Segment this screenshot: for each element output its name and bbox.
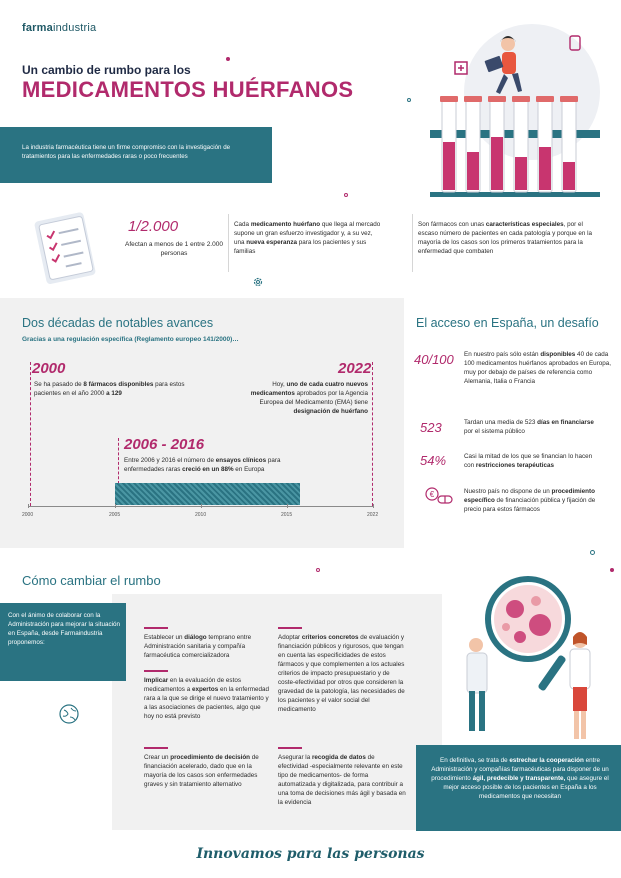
change-intro-text: Con el ánimo de colaborar con la Administración para mejorar la situación en España, desde Farmaindustria proponemos: (8, 612, 120, 646)
tick-label: 2015 (281, 512, 293, 518)
orphan-drug-text: Cada medicamento huérfano que llega al mercado supone un gran esfuerzo investigador y, a su vez, una nueva esperanza para los pacientes y sus familias (234, 221, 381, 255)
decor-dot (610, 568, 614, 572)
page-subtitle: Un cambio de rumbo para los (22, 63, 191, 77)
clinical-trials-bar (115, 483, 300, 505)
access-text-2: Tardan una media de 523 días en financiarse por el sistema público (464, 419, 594, 435)
stat-big-number: 1/2.000 (128, 218, 179, 235)
plus-icon (455, 62, 467, 74)
bullet-mark (144, 747, 168, 749)
access-num-3: 54% (420, 453, 447, 468)
proposal-5: Asegurar la recogida de datos de efectividad -especialmente relevante en este tipo de medicamentos- de forma automatizada y digitalizada, para contribuir a una toma de decisiones más ágil y basada en la evidencia (278, 754, 406, 806)
timeline-title: Dos décadas de notables avances (22, 316, 214, 330)
access-title: El acceso en España, un desafío (416, 316, 599, 330)
tick-label: 2000 (22, 512, 34, 518)
intro-text: La industria farmacéutica tiene un firme compromiso con la investigación de tratamientos para las enfermedades raras o poco frecuentes (22, 144, 231, 160)
tick (28, 504, 29, 508)
timeline-marker (372, 362, 373, 506)
conclusion-text: En definitiva, se trata de estrechar la cooperación entre Administración y compañías farmacéuticas para disponer de un procedimiento ágil, predecible y transparente, que asegure el mejor acceso posible de los pacientes en España a los medicamentos que necesitan (431, 757, 609, 800)
proposal-3: Crear un procedimiento de decisión de financiación acelerado, dado que en la mayoría de los casos son enfermedades graves y sin tratamiento alternativo (144, 754, 259, 788)
tick (287, 504, 288, 508)
scientists-illustration (440, 575, 616, 753)
bullet-mark (278, 627, 302, 629)
event-2000-text: Se ha pasado de 8 fármacos disponibles para estos pacientes en el año 2000 a 129 (34, 381, 185, 397)
decor-dot (590, 550, 595, 555)
proposal-4: Adoptar criterios concretos de evaluación y financiación públicos y rigurosos, que tengan en cuenta las especificidades de estos fármacos y que complementen a los actuales criterios de impacto presupuestario y de coste-efectividad por otros que consideren la gravedad de la patología, las necesidades de los pacientes y el valor social del medicamento (278, 634, 405, 713)
bullet-mark (144, 670, 168, 672)
change-title: Cómo cambiar el rumbo (22, 573, 161, 588)
access-text-3: Casi la mitad de los que se financian lo hacen con restricciones terapéuticas (464, 453, 593, 469)
tick (115, 504, 116, 508)
svg-text:€: € (429, 490, 435, 499)
decor-dot (344, 193, 348, 197)
year-2006-2016: 2006 - 2016 (124, 436, 205, 453)
divider (228, 214, 229, 272)
event-2022-text: Hoy, uno de cada cuatro nuevos medicamentos aprobados por la Agencia Europea del Medicamento (EMA) tiene designación de huérfano (250, 381, 368, 415)
decor-dot (316, 568, 320, 572)
event-2006-text: Entre 2006 y 2016 el número de ensayos clínicos para enfermedades raras creció en un 88% en Europa (124, 457, 281, 473)
proposal-1: Establecer un diálogo temprano entre Administración sanitaria y compañía farmacéutica comercializadora (144, 634, 252, 659)
access-num-1: 40/100 (414, 352, 454, 367)
decor-dot (407, 98, 411, 102)
gear-icon (252, 276, 264, 288)
timeline-marker (118, 438, 119, 484)
tick-label: 2005 (109, 512, 121, 518)
year-2000: 2000 (32, 360, 66, 377)
year-2022: 2022 (338, 360, 372, 377)
tick-label: 2010 (195, 512, 207, 518)
access-text-1: En nuestro país sólo están disponibles 40 de cada 100 medicamentos huérfanos aprobados en Europa, muy por debajo de países de referencia como Alemania, Italia o Francia (464, 351, 612, 385)
conclusion-box (416, 745, 621, 831)
tick (373, 504, 374, 508)
tick-label: 2022 (367, 512, 379, 518)
access-num-2: 523 (420, 420, 442, 435)
slogan: Innovamos para las personas (196, 846, 425, 862)
globe-icon (58, 703, 80, 725)
logo: farmaindustria (22, 22, 97, 34)
timeline-subtitle: Gracias a una regulación específica (Reglamento europeo 141/2000)… (22, 336, 239, 343)
clipboard-icon (26, 210, 106, 284)
bullet-mark (278, 747, 302, 749)
tick (201, 504, 202, 508)
lab-illustration (420, 22, 610, 197)
stat-note: Afectan a menos de 1 entre 2.000 personas (125, 241, 223, 257)
divider (412, 214, 413, 272)
proposal-2: Implicar en la evaluación de estos medicamentos a expertos en la enfermedad rara a la que se dirige el nuevo tratamiento y a las asociaciones de pacientes, algo que hoy no está previsto (144, 677, 269, 720)
bullet-mark (144, 627, 168, 629)
decor-dot (226, 57, 230, 61)
special-features-text: Son fármacos con unas características especiales, por el escaso número de pacientes en cada patología y porque en la mayoría de los casos son los primeros tratamientos para la enfermedad que combaten (418, 221, 592, 255)
change-intro-box (0, 603, 126, 681)
euro-pill-icon (424, 486, 454, 508)
intro-band (0, 127, 272, 183)
timeline-marker (30, 362, 31, 506)
page-title: MEDICAMENTOS HUÉRFANOS (22, 77, 354, 102)
access-text-4: Nuestro país no dispone de un procedimiento específico de financiación pública y fijación de precio para estos fármacos (464, 488, 596, 513)
